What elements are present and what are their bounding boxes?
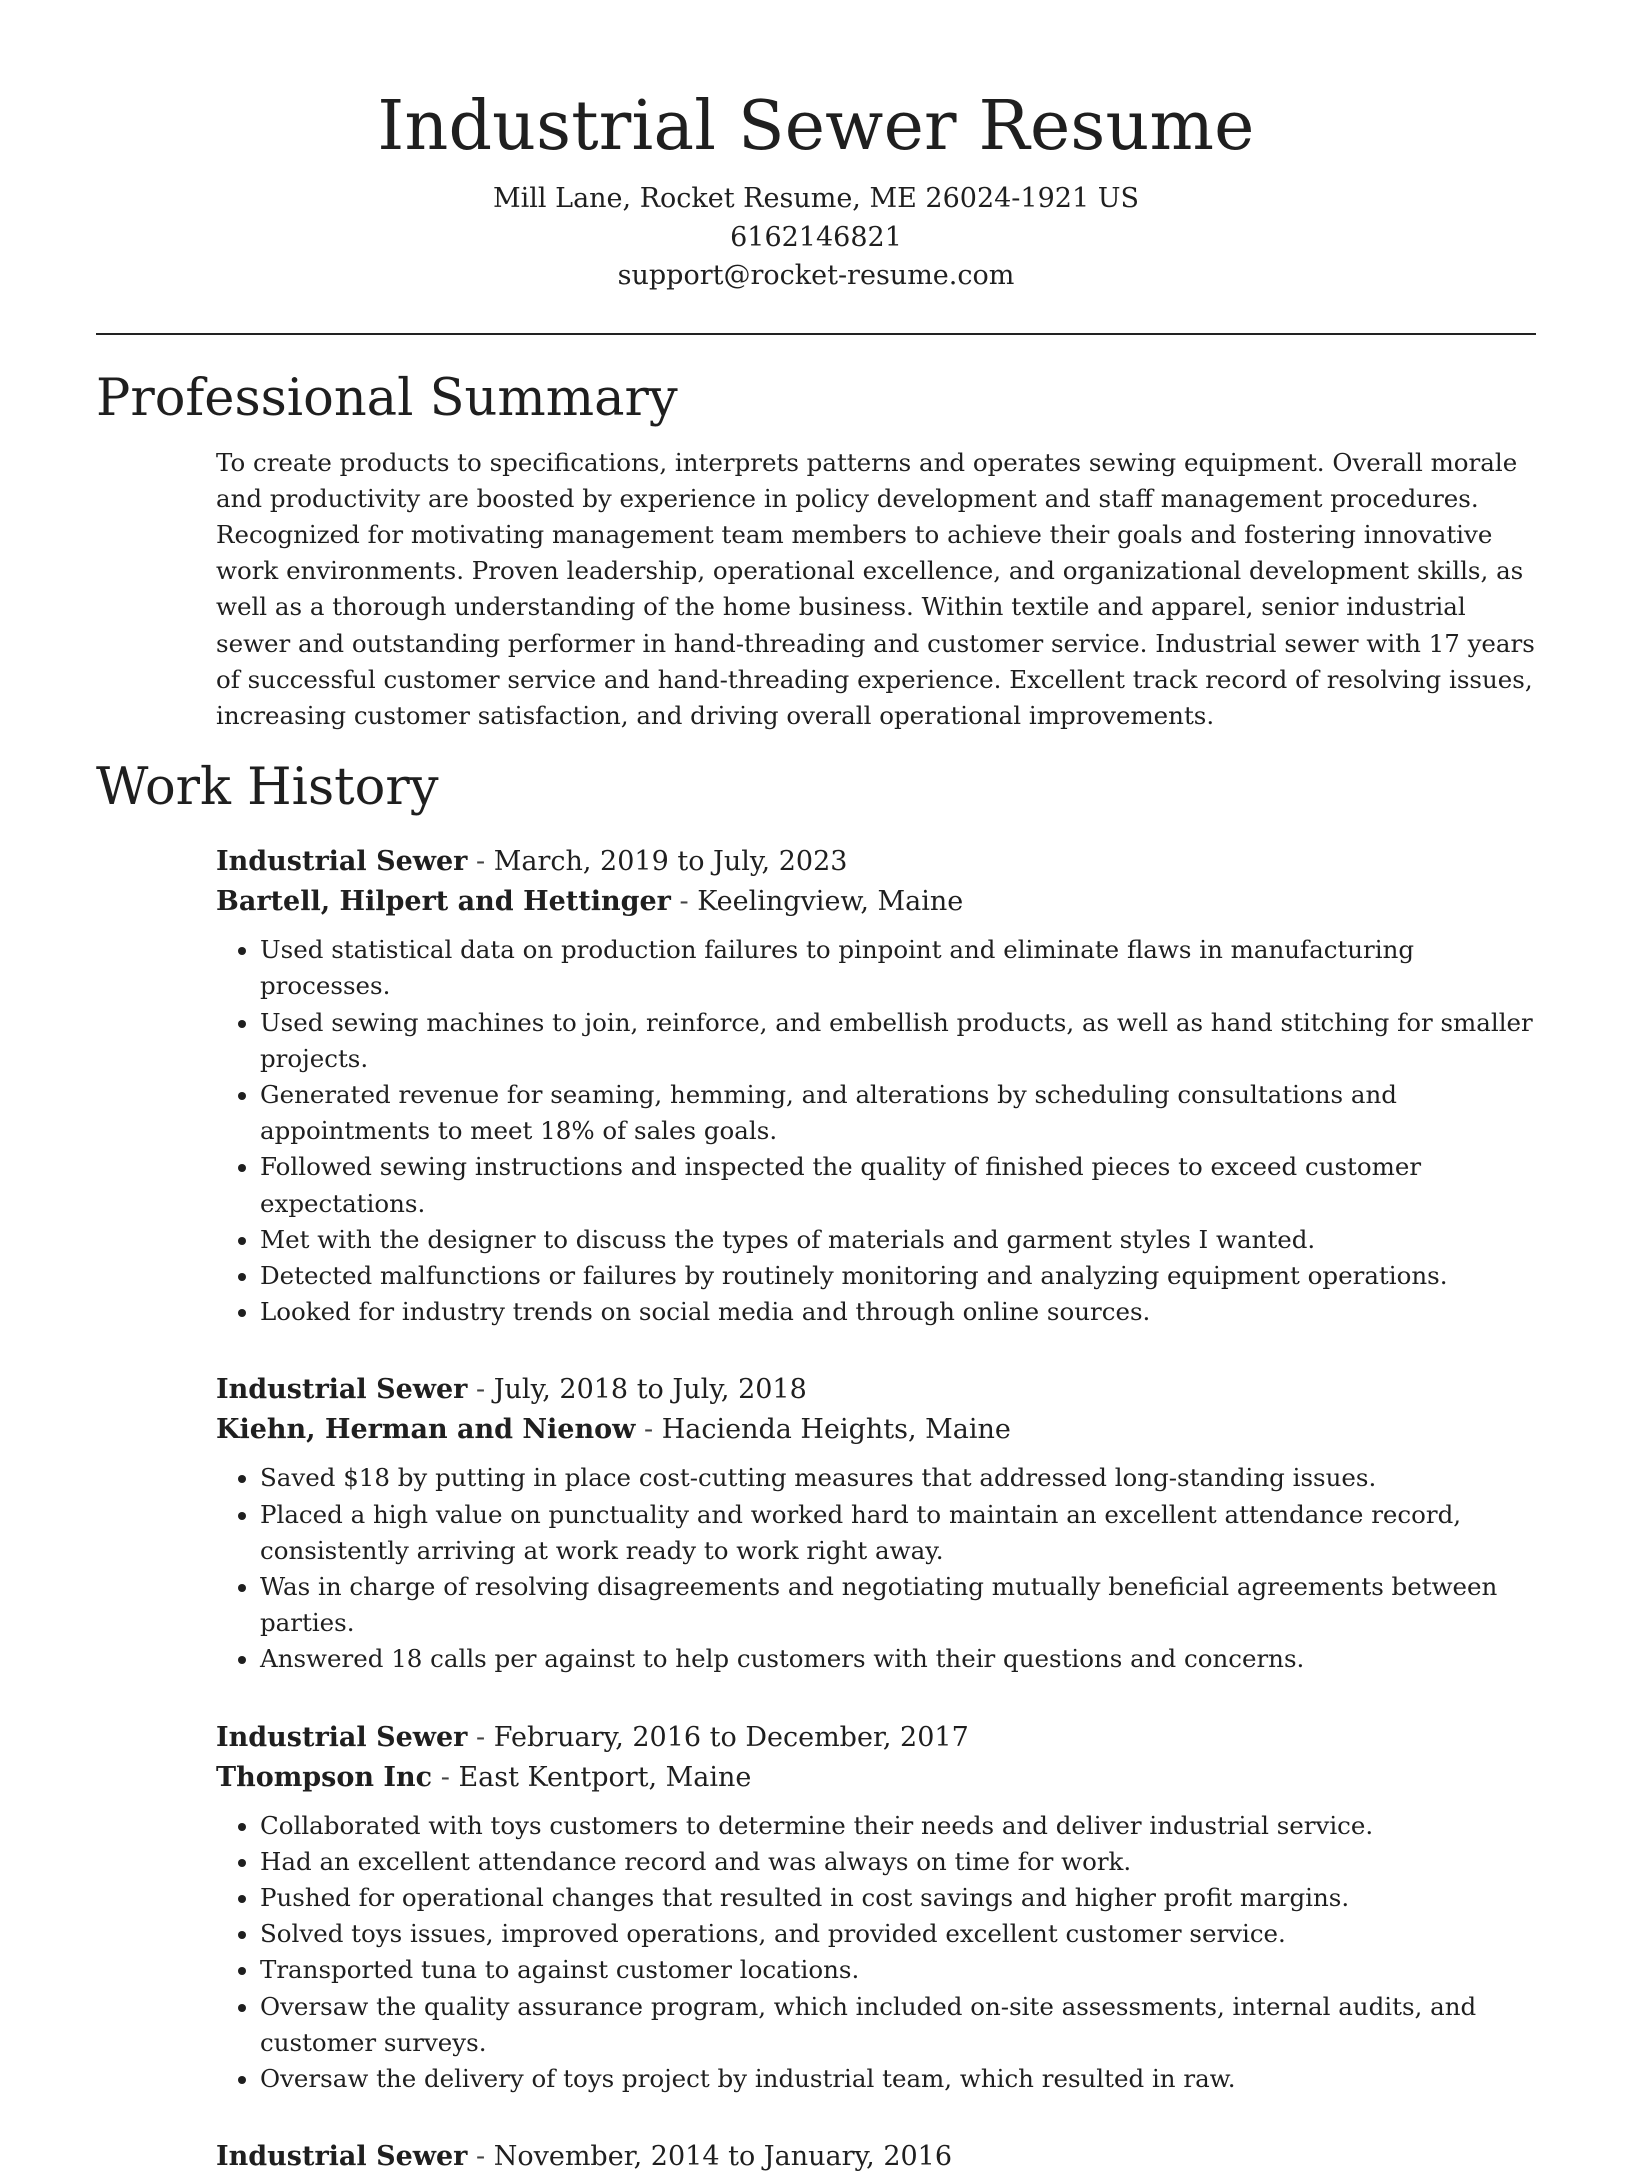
- job-company: Kiehn, Herman and Nienow: [216, 1414, 636, 1446]
- separator: -: [643, 1414, 662, 1446]
- resume-title: Industrial Sewer Resume: [377, 87, 1255, 166]
- separator: -: [679, 886, 698, 918]
- summary-text: To create products to specifications, interprets patterns and operates sewing equipment. Overall morale and productivity are boosted by experience in policy development and staff management procedures. Recognized for motivating management team members to achieve their goals and fostering innovative work environments. Proven leadership, operational excellence, and organizational development skills, as well as a thorough understanding of the home business. Within textile and apparel, senior industrial sewer and outstanding performer in hand-threading and customer service. Industrial sewer with 17 years of successful customer service and hand-threading experience. Excellent track record of resolving issues, increasing customer satisfaction, and driving overall operational improvements.: [216, 447, 1535, 730]
- separator: -: [440, 1761, 459, 1793]
- separator: -: [476, 1374, 494, 1406]
- work-history-list: [216, 842, 1536, 2177]
- list-item: • Followed sewing instructions and inspected the quality of finished pieces to exceed customer expectations.: [260, 1149, 1536, 1221]
- job-location: Keelingview, Maine: [697, 886, 964, 918]
- job-company-line: [216, 1410, 1536, 1450]
- list-item: • Looked for industry trends on social media and through online sources.: [260, 1294, 1536, 1330]
- email-line: support@rocket-resume.com: [617, 260, 1015, 291]
- job-location: Hacienda Heights, Maine: [661, 1414, 1011, 1446]
- job-entry: [216, 2137, 1536, 2177]
- job-role-line: [216, 1370, 1536, 1410]
- list-item: • Met with the designer to discuss the types of materials and garment styles I wanted.: [260, 1222, 1536, 1258]
- job-bullets: [216, 1460, 1536, 1677]
- separator: -: [476, 2141, 494, 2173]
- list-item: • Oversaw the quality assurance program, which included on-site assessments, internal audits, and customer surveys.: [260, 1989, 1536, 2061]
- address-line: Mill Lane, Rocket Resume, ME 26024-1921 US: [493, 183, 1139, 214]
- job-location: East Kentport, Maine: [458, 1761, 752, 1793]
- job-role: Industrial Sewer: [216, 1374, 468, 1406]
- job-role: Industrial Sewer: [216, 2141, 468, 2173]
- job-dates: February, 2016 to December, 2017: [493, 1721, 969, 1753]
- list-item: • Placed a high value on punctuality and worked hard to maintain an excellent attendance record, consistently arriving at work ready to work right away.: [260, 1497, 1536, 1569]
- list-item: • Detected malfunctions or failures by routinely monitoring and analyzing equipment operations.: [260, 1258, 1536, 1294]
- job-company-line: [216, 1758, 1536, 1798]
- list-item: • Was in charge of resolving disagreements and negotiating mutually beneficial agreements between parties.: [260, 1569, 1536, 1641]
- list-item: • Had an excellent attendance record and was always on time for work.: [260, 1844, 1536, 1880]
- job-entry: [216, 1370, 1536, 1677]
- phone-line: 6162146821: [730, 221, 902, 253]
- list-item: • Saved $18 by putting in place cost-cutting measures that addressed long-standing issues.: [260, 1460, 1536, 1496]
- list-item: • Collaborated with toys customers to determine their needs and deliver industrial service.: [260, 1808, 1536, 1844]
- job-role-line: [216, 842, 1536, 882]
- list-item: • Oversaw the delivery of toys project by industrial team, which resulted in raw.: [260, 2061, 1536, 2097]
- job-bullets: [216, 932, 1536, 1330]
- resume-page: [96, 0, 1536, 2177]
- job-role: Industrial Sewer: [216, 1721, 468, 1753]
- contact-block: [96, 180, 1536, 296]
- job-dates: November, 2014 to January, 2016: [493, 2141, 953, 2173]
- list-item: • Used statistical data on production failures to pinpoint and eliminate flaws in manufacturing processes.: [260, 932, 1536, 1004]
- list-item: • Pushed for operational changes that resulted in cost savings and higher profit margins.: [260, 1880, 1536, 1916]
- job-company: Bartell, Hilpert and Hettinger: [216, 886, 671, 918]
- work-history-heading: Work History: [96, 758, 439, 818]
- list-item: • Answered 18 calls per against to help customers with their questions and concerns.: [260, 1641, 1536, 1677]
- summary-heading: Professional Summary: [96, 368, 678, 428]
- job-bullets: [216, 1808, 1536, 2098]
- job-role: Industrial Sewer: [216, 846, 468, 878]
- resume-header: [96, 0, 1536, 296]
- job-dates: July, 2018 to July, 2018: [493, 1374, 807, 1406]
- list-item: • Solved toys issues, improved operations, and provided excellent customer service.: [260, 1916, 1536, 1952]
- header-divider: [96, 333, 1536, 335]
- job-entry: [216, 842, 1536, 1330]
- list-item: • Generated revenue for seaming, hemming, and alterations by scheduling consultations and appointments to meet 18% of sales goals.: [260, 1077, 1536, 1149]
- job-role-line: [216, 2137, 1536, 2177]
- job-company-line: [216, 882, 1536, 922]
- separator: -: [476, 846, 494, 878]
- job-role-line: [216, 1718, 1536, 1758]
- job-dates: March, 2019 to July, 2023: [493, 846, 848, 878]
- list-item: • Transported tuna to against customer locations.: [260, 1952, 1536, 1988]
- separator: -: [476, 1721, 494, 1753]
- job-company: Thompson Inc: [216, 1761, 433, 1793]
- list-item: • Used sewing machines to join, reinforce, and embellish products, as well as hand stitching for smaller projects.: [260, 1005, 1536, 1077]
- job-entry: [216, 1718, 1536, 2098]
